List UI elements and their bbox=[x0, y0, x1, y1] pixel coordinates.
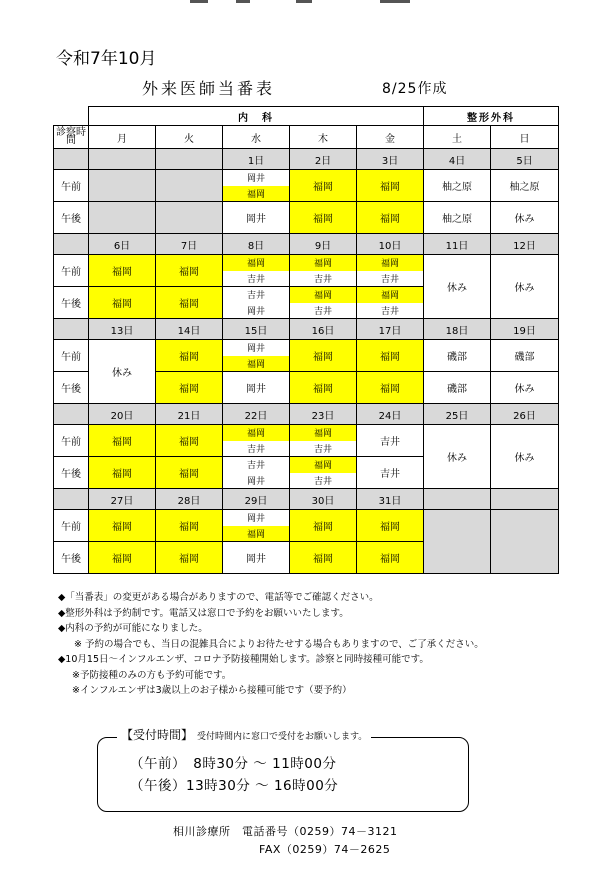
date-cell: 23日 bbox=[290, 404, 357, 425]
date-cell: 4日 bbox=[424, 149, 491, 170]
created-date: 8/25作成 bbox=[382, 81, 448, 97]
doctor-cell: 岡井 bbox=[223, 510, 289, 526]
date-cell: 2日 bbox=[290, 149, 357, 170]
split-cell bbox=[223, 255, 290, 287]
date-cell: 19日 bbox=[491, 319, 559, 340]
reception-subtext: 受付時間内に窓口で受付をお願いします。 bbox=[197, 732, 368, 742]
doctor-cell: 福岡 bbox=[290, 170, 357, 202]
date-cell: 28日 bbox=[156, 489, 223, 510]
doctor-cell: 休み bbox=[424, 255, 491, 319]
am-label: 午前 bbox=[54, 425, 89, 457]
doctor-cell: 福岡 bbox=[89, 542, 156, 574]
footer-clinic-phone bbox=[173, 823, 398, 839]
pm-label: 午後 bbox=[54, 287, 89, 319]
note-line: ◆「当番表」の変更がある場合がありますので、電話等でご確認ください。 bbox=[58, 592, 379, 603]
doctor-cell: 柚之原 bbox=[424, 202, 491, 234]
split-cell bbox=[223, 457, 290, 489]
date-cell: 30日 bbox=[290, 489, 357, 510]
date-cell bbox=[156, 149, 223, 170]
doctor-cell: 吉井 bbox=[290, 441, 356, 457]
date-cell bbox=[54, 404, 89, 425]
date-cell: 25日 bbox=[424, 404, 491, 425]
date-cell: 8日 bbox=[223, 234, 290, 255]
day-header: 金 bbox=[357, 126, 424, 149]
date-cell: 17日 bbox=[357, 319, 424, 340]
empty-cell bbox=[424, 510, 491, 574]
day-header: 土 bbox=[424, 126, 491, 149]
reception-pm-hours: （午後）13時30分 ～ 16時00分 bbox=[130, 778, 339, 794]
pm-label: 午後 bbox=[54, 202, 89, 234]
doctor-cell: 福岡 bbox=[223, 186, 289, 202]
date-cell: 5日 bbox=[491, 149, 559, 170]
pm-label: 午後 bbox=[54, 372, 89, 404]
doctor-cell: 柚之原 bbox=[424, 170, 491, 202]
date-cell: 11日 bbox=[424, 234, 491, 255]
day-header: 日 bbox=[491, 126, 559, 149]
doctor-cell: 吉井 bbox=[357, 271, 423, 287]
date-cell: 10日 bbox=[357, 234, 424, 255]
split-cell bbox=[290, 287, 357, 319]
date-cell: 31日 bbox=[357, 489, 424, 510]
doctor-cell: 福岡 bbox=[357, 255, 423, 271]
doctor-cell: 福岡 bbox=[156, 542, 223, 574]
date-cell bbox=[54, 149, 89, 170]
doctor-cell: 吉井 bbox=[223, 457, 289, 473]
split-cell bbox=[223, 340, 290, 372]
doctor-cell: 吉井 bbox=[223, 441, 289, 457]
split-cell bbox=[223, 287, 290, 319]
empty-cell bbox=[156, 170, 223, 202]
doctor-cell: 休み bbox=[89, 340, 156, 404]
doctor-cell: 岡井 bbox=[223, 542, 290, 574]
doctor-cell: 福岡 bbox=[156, 425, 223, 457]
date-cell: 20日 bbox=[89, 404, 156, 425]
era-month: 令和7年10月 bbox=[56, 49, 157, 69]
note-line: ※予防接種のみの方も予約可能です。 bbox=[72, 669, 232, 681]
date-cell bbox=[54, 234, 89, 255]
doctor-cell: 福岡 bbox=[89, 457, 156, 489]
date-cell: 29日 bbox=[223, 489, 290, 510]
pm-label: 午後 bbox=[54, 542, 89, 574]
doctor-cell: 休み bbox=[491, 425, 559, 489]
split-cell bbox=[223, 510, 290, 542]
day-header: 月 bbox=[89, 126, 156, 149]
doctor-cell: 福岡 bbox=[156, 372, 223, 404]
empty-cell bbox=[156, 202, 223, 234]
doctor-cell: 吉井 bbox=[357, 303, 423, 319]
note-line: ※インフルエンザは3歳以上のお子様から接種可能です（要予約） bbox=[72, 685, 352, 696]
doctor-cell: 福岡 bbox=[89, 255, 156, 287]
note-line: ◆内科の予約が可能になりました。 bbox=[58, 623, 208, 634]
date-cell bbox=[54, 319, 89, 340]
date-cell: 6日 bbox=[89, 234, 156, 255]
date-cell: 1日 bbox=[223, 149, 290, 170]
doctor-cell: 福岡 bbox=[357, 510, 424, 542]
doctor-cell: 福岡 bbox=[290, 372, 357, 404]
day-header: 木 bbox=[290, 126, 357, 149]
doctor-cell: 吉井 bbox=[290, 303, 356, 319]
doctor-cell: 福岡 bbox=[290, 425, 356, 441]
doctor-cell: 休み bbox=[424, 425, 491, 489]
date-cell bbox=[491, 489, 559, 510]
doctor-cell: 福岡 bbox=[223, 255, 289, 271]
split-cell bbox=[357, 287, 424, 319]
note-line: ◆10月15日～インフルエンザ、コロナ予防接種開始します。診察と同時接種可能です。 bbox=[58, 654, 429, 665]
doctor-cell: 福岡 bbox=[89, 425, 156, 457]
split-cell bbox=[290, 457, 357, 489]
reception-am-hours: （午前） 8時30分 ～ 11時00分 bbox=[130, 756, 337, 772]
dept-orthopedics: 整形外科 bbox=[424, 107, 559, 126]
split-cell bbox=[357, 255, 424, 287]
doctor-cell: 吉井 bbox=[357, 425, 424, 457]
empty-cell bbox=[89, 202, 156, 234]
doctor-cell: 福岡 bbox=[357, 542, 424, 574]
doctor-cell: 吉井 bbox=[357, 457, 424, 489]
doctor-cell: 岡井 bbox=[223, 303, 289, 319]
doctor-cell: 福岡 bbox=[290, 287, 356, 303]
doctor-cell: 福岡 bbox=[89, 287, 156, 319]
date-cell: 14日 bbox=[156, 319, 223, 340]
doctor-cell: 磯部 bbox=[424, 372, 491, 404]
doctor-cell: 岡井 bbox=[223, 473, 289, 489]
doctor-cell: 岡井 bbox=[223, 372, 290, 404]
doctor-cell: 福岡 bbox=[357, 372, 424, 404]
doctor-cell: 福岡 bbox=[290, 340, 357, 372]
date-cell: 9日 bbox=[290, 234, 357, 255]
doctor-cell: 福岡 bbox=[357, 340, 424, 372]
doctor-cell: 吉井 bbox=[223, 271, 289, 287]
date-cell: 27日 bbox=[89, 489, 156, 510]
split-cell bbox=[223, 425, 290, 457]
split-cell bbox=[223, 170, 290, 202]
am-label: 午前 bbox=[54, 170, 89, 202]
doctor-cell: 福岡 bbox=[156, 287, 223, 319]
doctor-cell: 吉井 bbox=[223, 287, 289, 303]
doctor-cell: 福岡 bbox=[223, 425, 289, 441]
doctor-cell: 福岡 bbox=[290, 202, 357, 234]
doctor-cell: 福岡 bbox=[89, 510, 156, 542]
doctor-cell: 福岡 bbox=[357, 287, 423, 303]
day-header: 水 bbox=[223, 126, 290, 149]
dept-internal-medicine: 内 科 bbox=[89, 107, 424, 126]
note-line: ◆整形外科は予約制です。電話又は窓口で予約をお願いいたします。 bbox=[58, 607, 349, 619]
empty-cell bbox=[491, 510, 559, 574]
page-title: 外来医師当番表 bbox=[142, 79, 276, 98]
doctor-cell: 福岡 bbox=[223, 526, 289, 542]
doctor-cell: 福岡 bbox=[156, 340, 223, 372]
note-line: ※ 予約の場合でも、当日の混雑具合によりお待たせする場合もありますので、ご了承ください。 bbox=[74, 638, 484, 650]
am-label: 午前 bbox=[54, 340, 89, 372]
pm-label: 午後 bbox=[54, 457, 89, 489]
reception-heading bbox=[117, 726, 371, 743]
doctor-cell: 柚之原 bbox=[491, 170, 559, 202]
date-cell: 12日 bbox=[491, 234, 559, 255]
top-edge-marks bbox=[0, 0, 609, 4]
date-cell: 24日 bbox=[357, 404, 424, 425]
schedule-table bbox=[53, 106, 559, 574]
split-cell bbox=[290, 425, 357, 457]
reception-title: 【受付時間】 bbox=[121, 728, 194, 742]
doctor-cell: 福岡 bbox=[290, 457, 356, 473]
doctor-cell: 吉井 bbox=[290, 271, 356, 287]
doctor-cell: 岡井 bbox=[223, 202, 290, 234]
doctor-cell: 磯部 bbox=[491, 340, 559, 372]
clinic-name: 相川診療所 bbox=[173, 825, 231, 838]
date-cell bbox=[54, 489, 89, 510]
doctor-cell: 福岡 bbox=[290, 255, 356, 271]
doctor-cell: 岡井 bbox=[223, 340, 289, 356]
am-label: 午前 bbox=[54, 510, 89, 542]
date-cell: 16日 bbox=[290, 319, 357, 340]
date-cell bbox=[89, 149, 156, 170]
doctor-cell: 吉井 bbox=[290, 473, 356, 489]
phone-number: 電話番号（0259）74－3121 bbox=[242, 825, 398, 838]
date-cell: 15日 bbox=[223, 319, 290, 340]
empty-cell bbox=[89, 170, 156, 202]
doctor-cell: 休み bbox=[491, 202, 559, 234]
doctor-cell: 福岡 bbox=[223, 356, 289, 372]
doctor-cell: 福岡 bbox=[156, 510, 223, 542]
doctor-cell: 福岡 bbox=[357, 170, 424, 202]
date-cell: 22日 bbox=[223, 404, 290, 425]
date-cell: 7日 bbox=[156, 234, 223, 255]
date-cell: 3日 bbox=[357, 149, 424, 170]
doctor-cell: 福岡 bbox=[156, 457, 223, 489]
fax-number: FAX（0259）74－2625 bbox=[259, 843, 391, 856]
time-legend: 診察時間 bbox=[54, 126, 89, 149]
doctor-cell: 岡井 bbox=[223, 170, 289, 186]
date-cell bbox=[424, 489, 491, 510]
am-label: 午前 bbox=[54, 255, 89, 287]
doctor-cell: 休み bbox=[491, 255, 559, 319]
day-header: 火 bbox=[156, 126, 223, 149]
date-cell: 13日 bbox=[89, 319, 156, 340]
doctor-cell: 福岡 bbox=[290, 510, 357, 542]
doctor-cell: 磯部 bbox=[424, 340, 491, 372]
split-cell bbox=[290, 255, 357, 287]
date-cell: 18日 bbox=[424, 319, 491, 340]
doctor-cell: 休み bbox=[491, 372, 559, 404]
doctor-cell: 福岡 bbox=[357, 202, 424, 234]
notes bbox=[58, 590, 484, 699]
date-cell: 26日 bbox=[491, 404, 559, 425]
date-cell: 21日 bbox=[156, 404, 223, 425]
corner-blank bbox=[54, 107, 89, 126]
doctor-cell: 福岡 bbox=[156, 255, 223, 287]
doctor-cell: 福岡 bbox=[290, 542, 357, 574]
